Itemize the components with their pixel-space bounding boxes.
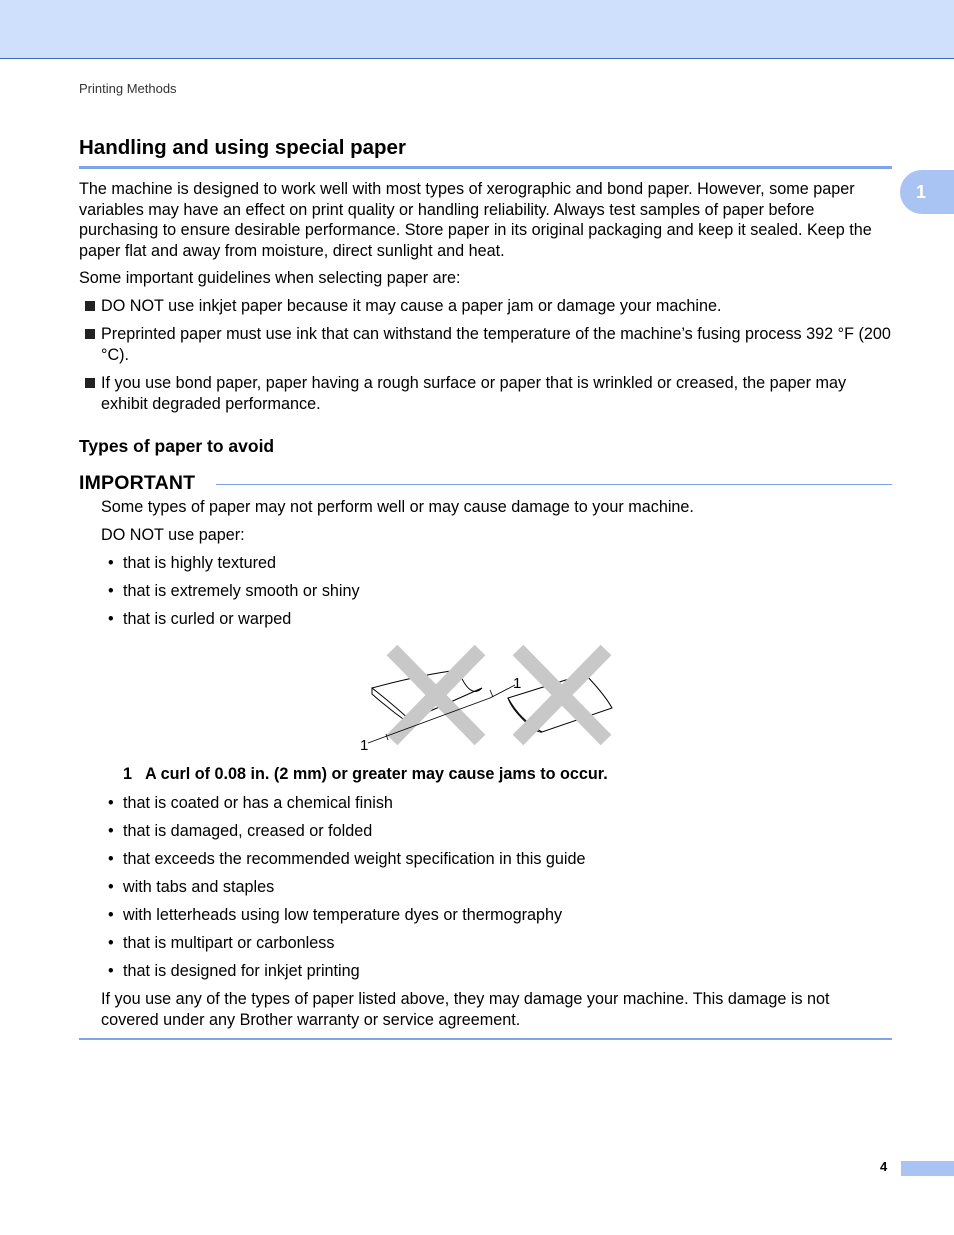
guideline-item [79,296,894,317]
figure-caption [123,765,608,784]
important-label: IMPORTANT [79,472,196,494]
list-item-text: that is highly textured [123,554,276,572]
list-item [108,849,586,870]
dot-bullet-icon: • [108,934,114,952]
page-tab [901,1161,954,1176]
list-item-text: with letterheads using low temperature dyes or thermography [123,906,563,924]
list-item-text: with tabs and staples [123,878,275,896]
dot-bullet-icon: • [108,850,114,868]
list-item [108,609,291,630]
list-item [108,793,393,814]
square-bullet-icon [85,301,95,311]
caption-text: A curl of 0.08 in. (2 mm) or greater may cause jams to occur. [145,765,608,783]
list-item-text: that is extremely smooth or shiny [123,582,360,600]
subsection-title: Types of paper to avoid [79,436,275,456]
dot-bullet-icon: • [108,794,114,812]
list-item-text: that is damaged, creased or folded [123,822,373,840]
chapter-tab[interactable]: 1 [900,170,954,214]
list-item-text: that exceeds the recommended weight specification in this guide [123,850,586,868]
list-item-text: that is multipart or carbonless [123,934,335,952]
square-bullet-icon [85,378,95,388]
list-item-text: that is coated or has a chemical finish [123,794,393,812]
callout-label-right: 1 [513,675,522,692]
dot-bullet-icon: • [108,962,114,980]
guideline-text: If you use bond paper, paper having a rough surface or paper that is wrinkled or creased, the paper may exhibit degraded performance. [101,374,847,413]
callout-label-left: 1 [360,737,369,754]
list-item-text: that is designed for inkjet printing [123,962,360,980]
section-title: Handling and using special paper [79,136,406,159]
guideline-text: Preprinted paper must use ink that can withstand the temperature of the machine’s fusing process 392 °F (200 °C). [101,325,891,364]
important-rule [216,484,892,485]
guidelines-intro: Some important guidelines when selecting paper are: [79,269,461,287]
dot-bullet-icon: • [108,822,114,840]
page-number: 4 [880,1159,888,1174]
square-bullet-icon [85,329,95,339]
guideline-text: DO NOT use inkjet paper because it may cause a paper jam or damage your machine. [101,297,722,315]
list-item [108,553,276,574]
guideline-item [79,324,894,365]
dot-bullet-icon: • [108,582,114,600]
dot-bullet-icon: • [108,554,114,572]
dot-bullet-icon: • [108,878,114,896]
list-item [108,581,360,602]
closing-paragraph: If you use any of the types of paper listed above, they may damage your machine. This damage is not covered under any Brother warranty or service agreement. [101,990,830,1029]
header-band [0,0,954,59]
important-end-rule [79,1038,892,1040]
dot-bullet-icon: • [108,610,114,628]
guideline-item [79,373,894,414]
caption-number: 1 [123,765,133,783]
list-item [108,877,274,898]
intro-paragraph: The machine is designed to work well with most types of xerographic and bond paper. However, some paper variables may have an effect on print quality or handling reliability. Always test samples of paper before purchasing to ensure desirable performance. Store paper in its original packaging and keep it sealed. Keep the paper flat and away from moisture, direct sunlight and heat. [79,180,872,260]
list-item [108,961,360,982]
section-title-rule [79,166,892,169]
list-item [108,905,562,926]
list-item-text: that is curled or warped [123,610,292,628]
important-intro: Some types of paper may not perform well or may cause damage to your machine. [101,498,694,516]
running-head: Printing Methods [79,81,177,96]
dot-bullet-icon: • [108,906,114,924]
curled-paper-illustration [350,640,630,755]
list-item [108,933,334,954]
do-not-use-label: DO NOT use paper: [101,526,245,544]
list-item [108,821,372,842]
